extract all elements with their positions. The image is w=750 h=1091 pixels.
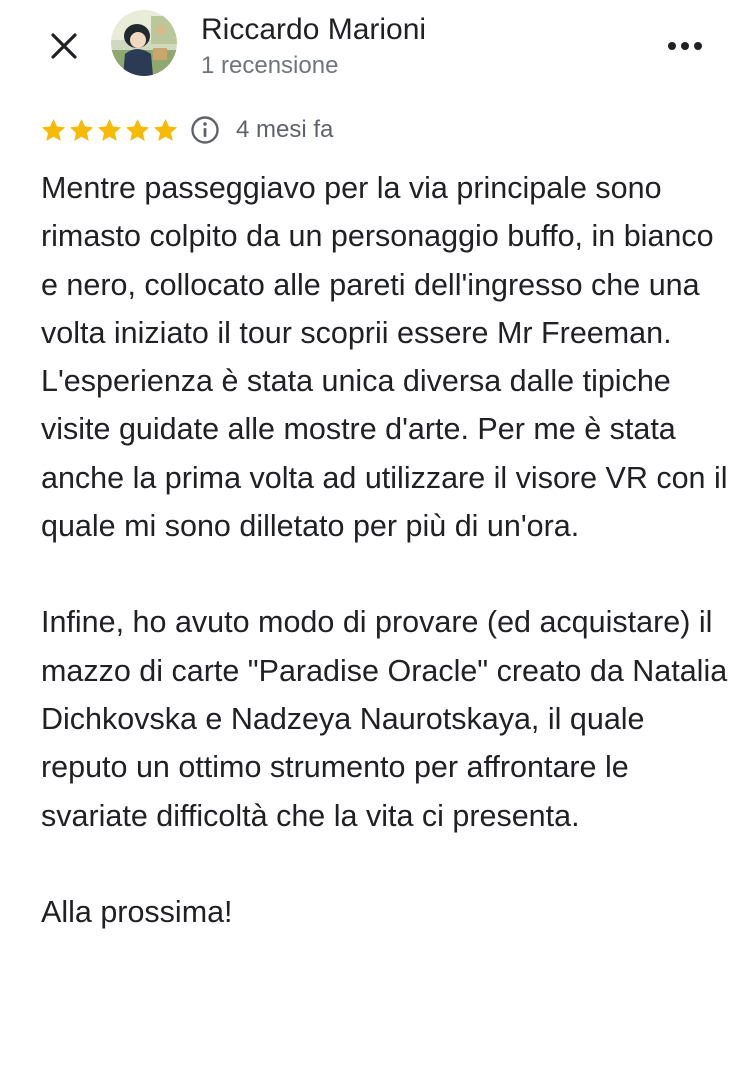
star-icon	[40, 117, 67, 144]
avatar-image	[111, 10, 177, 76]
star-icon	[124, 117, 151, 144]
rating-row	[40, 110, 333, 150]
review-header	[0, 0, 750, 100]
close-icon	[50, 32, 78, 60]
review-paragraph: Alla prossima!	[41, 894, 233, 929]
author-name[interactable]: Riccardo Marioni	[201, 13, 427, 46]
review-count: 1 recensione	[201, 52, 339, 79]
review-paragraph: Infine, ho avuto modo di provare (ed acquistare) il mazzo di carte "Paradise Oracle" creato da Natalia Dichkovska e Nadzeya Naurotskaya, il quale reputo un ottimo strumento per affrontare le svariate difficoltà che la vita ci presenta.	[41, 605, 728, 833]
star-icon	[152, 117, 179, 144]
more-horizontal-icon	[667, 41, 703, 51]
close-button[interactable]	[44, 26, 84, 66]
info-button[interactable]	[190, 115, 220, 145]
review-paragraph: Mentre passeggiavo per la via principale sono rimasto colpito da un personaggio buffo, in bianco e nero, collocato alle pareti dell'ingresso che una volta iniziato il tour scoprii essere Mr Freeman. L'esperienza è stata unica diversa dalle tipiche visite guidate alle mostre d'arte. Per me è stata anche la prima volta ad utilizzare il visore VR con il quale mi sono dilletato per più di un'ora.	[41, 171, 728, 544]
star-rating	[40, 117, 180, 144]
star-icon	[96, 117, 123, 144]
review-text	[41, 164, 731, 984]
review-date: 4 mesi fa	[236, 116, 334, 143]
more-options-button[interactable]	[660, 28, 710, 64]
info-icon	[190, 115, 220, 145]
avatar[interactable]	[111, 10, 177, 76]
star-icon	[68, 117, 95, 144]
